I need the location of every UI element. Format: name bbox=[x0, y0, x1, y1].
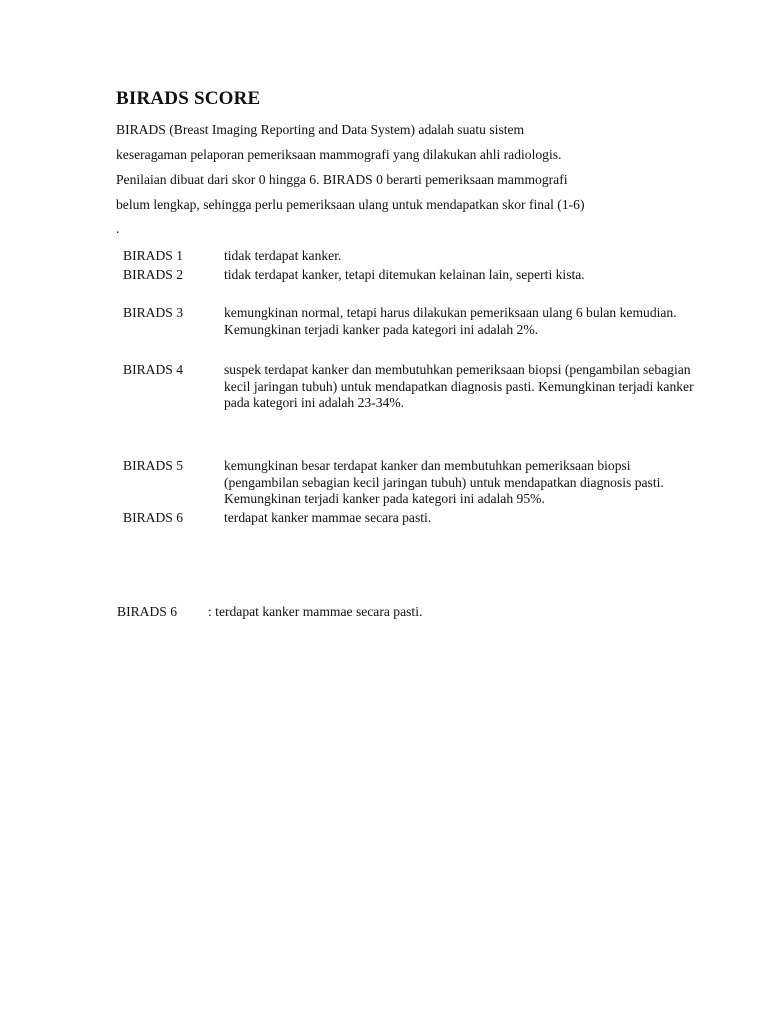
intro-line: belum lengkap, sehingga perlu pemeriksaan ulang untuk mendapatkan skor final (1-6) bbox=[116, 197, 585, 212]
footer-description: : terdapat kanker mammae secara pasti. bbox=[208, 604, 423, 619]
footer-label: BIRADS 6 bbox=[117, 604, 178, 619]
intro-line: keseragaman pelaporan pemeriksaan mammografi yang dilakukan ahli radiologis. bbox=[116, 147, 562, 162]
intro-line: Penilaian dibuat dari skor 0 hingga 6. BIRADS 0 berarti pemeriksaan mammografi bbox=[116, 172, 568, 187]
category-description: kemungkinan normal, tetapi harus dilakukan pemeriksaan ulang 6 bulan kemudian. Kemungkinan terjadi kanker pada kategori ini adalah 2%. bbox=[224, 305, 677, 337]
category-description: tidak terdapat kanker, tetapi ditemukan kelainan lain, seperti kista. bbox=[224, 267, 585, 282]
category-description: suspek terdapat kanker dan membutuhkan pemeriksaan biopsi (pengambilan sebagian kecil jaringan tubuh) untuk mendapatkan diagnosis pasti. Kemungkinan terjadi kanker pada kategori ini adalah 23-34%. bbox=[224, 362, 694, 410]
category-description: terdapat kanker mammae secara pasti. bbox=[224, 510, 432, 525]
intro-line: BIRADS (Breast Imaging Reporting and Data System) adalah suatu sistem bbox=[116, 122, 525, 137]
category-label: BIRADS 1 bbox=[123, 248, 184, 263]
category-description: kemungkinan besar terdapat kanker dan membutuhkan pemeriksaan biopsi (pengambilan sebagian kecil jaringan tubuh) untuk mendapatkan diagnosis pasti. Kemungkinan terjadi kanker pada kategori ini adalah 95%. bbox=[224, 458, 664, 506]
page-title: BIRADS SCORE bbox=[116, 88, 261, 109]
category-description: tidak terdapat kanker. bbox=[224, 248, 342, 263]
intro-line: . bbox=[116, 221, 120, 236]
category-label: BIRADS 4 bbox=[123, 362, 184, 377]
category-label: BIRADS 3 bbox=[123, 305, 184, 320]
category-label: BIRADS 2 bbox=[123, 267, 184, 282]
category-label: BIRADS 5 bbox=[123, 458, 184, 473]
category-label: BIRADS 6 bbox=[123, 510, 184, 525]
